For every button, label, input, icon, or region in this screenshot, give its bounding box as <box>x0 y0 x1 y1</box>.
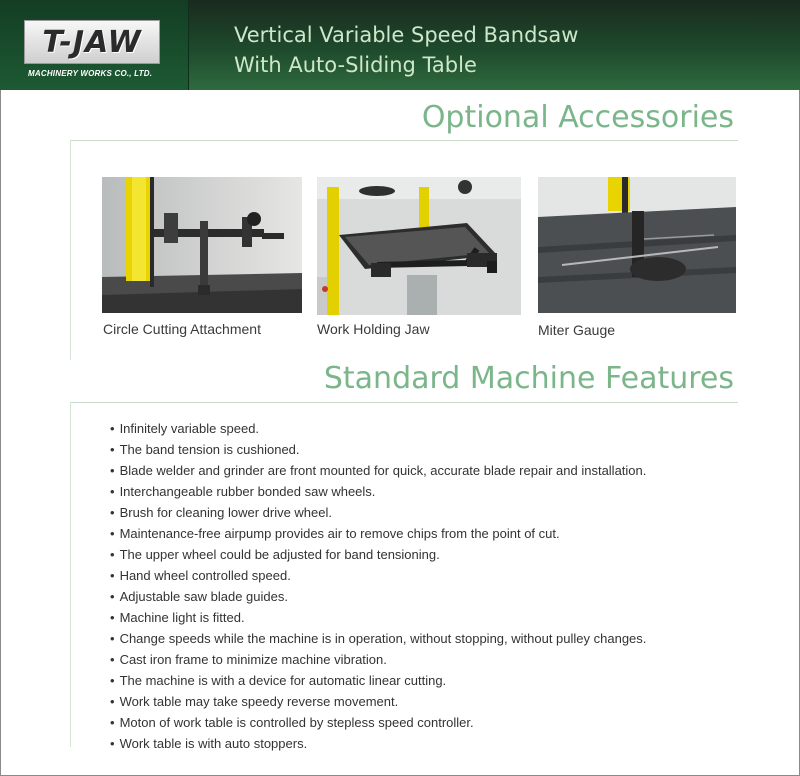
feature-item <box>110 733 646 754</box>
miter-gauge-photo <box>538 177 736 313</box>
features-heading: Standard Machine Features <box>323 361 734 396</box>
bullet-icon: • <box>110 694 115 709</box>
feature-list <box>110 418 646 754</box>
feature-text: Maintenance-free airpump provides air to remove chips from the point of cut. <box>119 526 560 541</box>
bullet-icon: • <box>110 652 115 667</box>
feature-item <box>110 649 646 670</box>
feature-item <box>110 565 646 586</box>
title-line-1: Vertical Variable Speed Bandsaw <box>234 23 579 47</box>
bullet-icon: • <box>110 631 115 646</box>
bullet-icon: • <box>110 715 115 730</box>
logo-plate <box>24 20 160 64</box>
feature-item <box>110 712 646 733</box>
feature-text: The band tension is cushioned. <box>119 442 300 457</box>
feature-item <box>110 586 646 607</box>
feature-text: Moton of work table is controlled by stepless speed controller. <box>119 715 474 730</box>
accessory-caption-1: Circle Cutting Attachment <box>103 321 261 337</box>
work-holding-jaw-photo <box>317 177 521 315</box>
feature-item <box>110 607 646 628</box>
feature-text: Change speeds while the machine is in operation, without stopping, without pulley changes. <box>119 631 647 646</box>
accessories-side-rule <box>70 140 71 360</box>
header-banner <box>0 0 800 90</box>
feature-text: The upper wheel could be adjusted for band tensioning. <box>119 547 440 562</box>
bullet-icon: • <box>110 568 115 583</box>
bullet-icon: • <box>110 589 115 604</box>
company-name: MACHINERY WORKS CO., LTD. <box>28 69 153 78</box>
accessory-caption-3: Miter Gauge <box>538 322 616 338</box>
bullet-icon: • <box>110 484 115 499</box>
bullet-icon: • <box>110 442 115 457</box>
feature-text: Work table is with auto stoppers. <box>119 736 308 751</box>
features-rule <box>70 402 738 403</box>
feature-item <box>110 628 646 649</box>
feature-item <box>110 460 646 481</box>
bullet-icon: • <box>110 547 115 562</box>
logo-text: T-JAW <box>42 24 142 60</box>
bullet-icon: • <box>110 505 115 520</box>
feature-item <box>110 502 646 523</box>
feature-item <box>110 691 646 712</box>
bullet-icon: • <box>110 421 115 436</box>
feature-item <box>110 670 646 691</box>
feature-text: Blade welder and grinder are front mounted for quick, accurate blade repair and installation. <box>119 463 647 478</box>
accessory-caption-2: Work Holding Jaw <box>317 321 430 337</box>
page-title <box>234 20 578 80</box>
feature-text: Infinitely variable speed. <box>119 421 260 436</box>
feature-item <box>110 523 646 544</box>
feature-item <box>110 439 646 460</box>
feature-text: Adjustable saw blade guides. <box>119 589 288 604</box>
feature-item <box>110 418 646 439</box>
features-side-rule <box>70 402 71 747</box>
feature-text: Interchangeable rubber bonded saw wheels. <box>119 484 376 499</box>
logo-block <box>0 0 189 90</box>
bullet-icon: • <box>110 463 115 478</box>
feature-text: Hand wheel controlled speed. <box>119 568 291 583</box>
feature-text: Brush for cleaning lower drive wheel. <box>119 505 332 520</box>
title-line-2: With Auto-Sliding Table <box>234 53 477 77</box>
accessories-rule <box>70 140 738 141</box>
circle-cutting-photo <box>102 177 302 313</box>
bullet-icon: • <box>110 526 115 541</box>
accessories-heading: Optional Accessories <box>421 100 734 135</box>
bullet-icon: • <box>110 673 115 688</box>
feature-text: Cast iron frame to minimize machine vibration. <box>119 652 387 667</box>
feature-text: Machine light is fitted. <box>119 610 245 625</box>
feature-item <box>110 481 646 502</box>
bullet-icon: • <box>110 610 115 625</box>
feature-text: The machine is with a device for automatic linear cutting. <box>119 673 447 688</box>
bullet-icon: • <box>110 736 115 751</box>
feature-text: Work table may take speedy reverse movement. <box>119 694 399 709</box>
feature-item <box>110 544 646 565</box>
